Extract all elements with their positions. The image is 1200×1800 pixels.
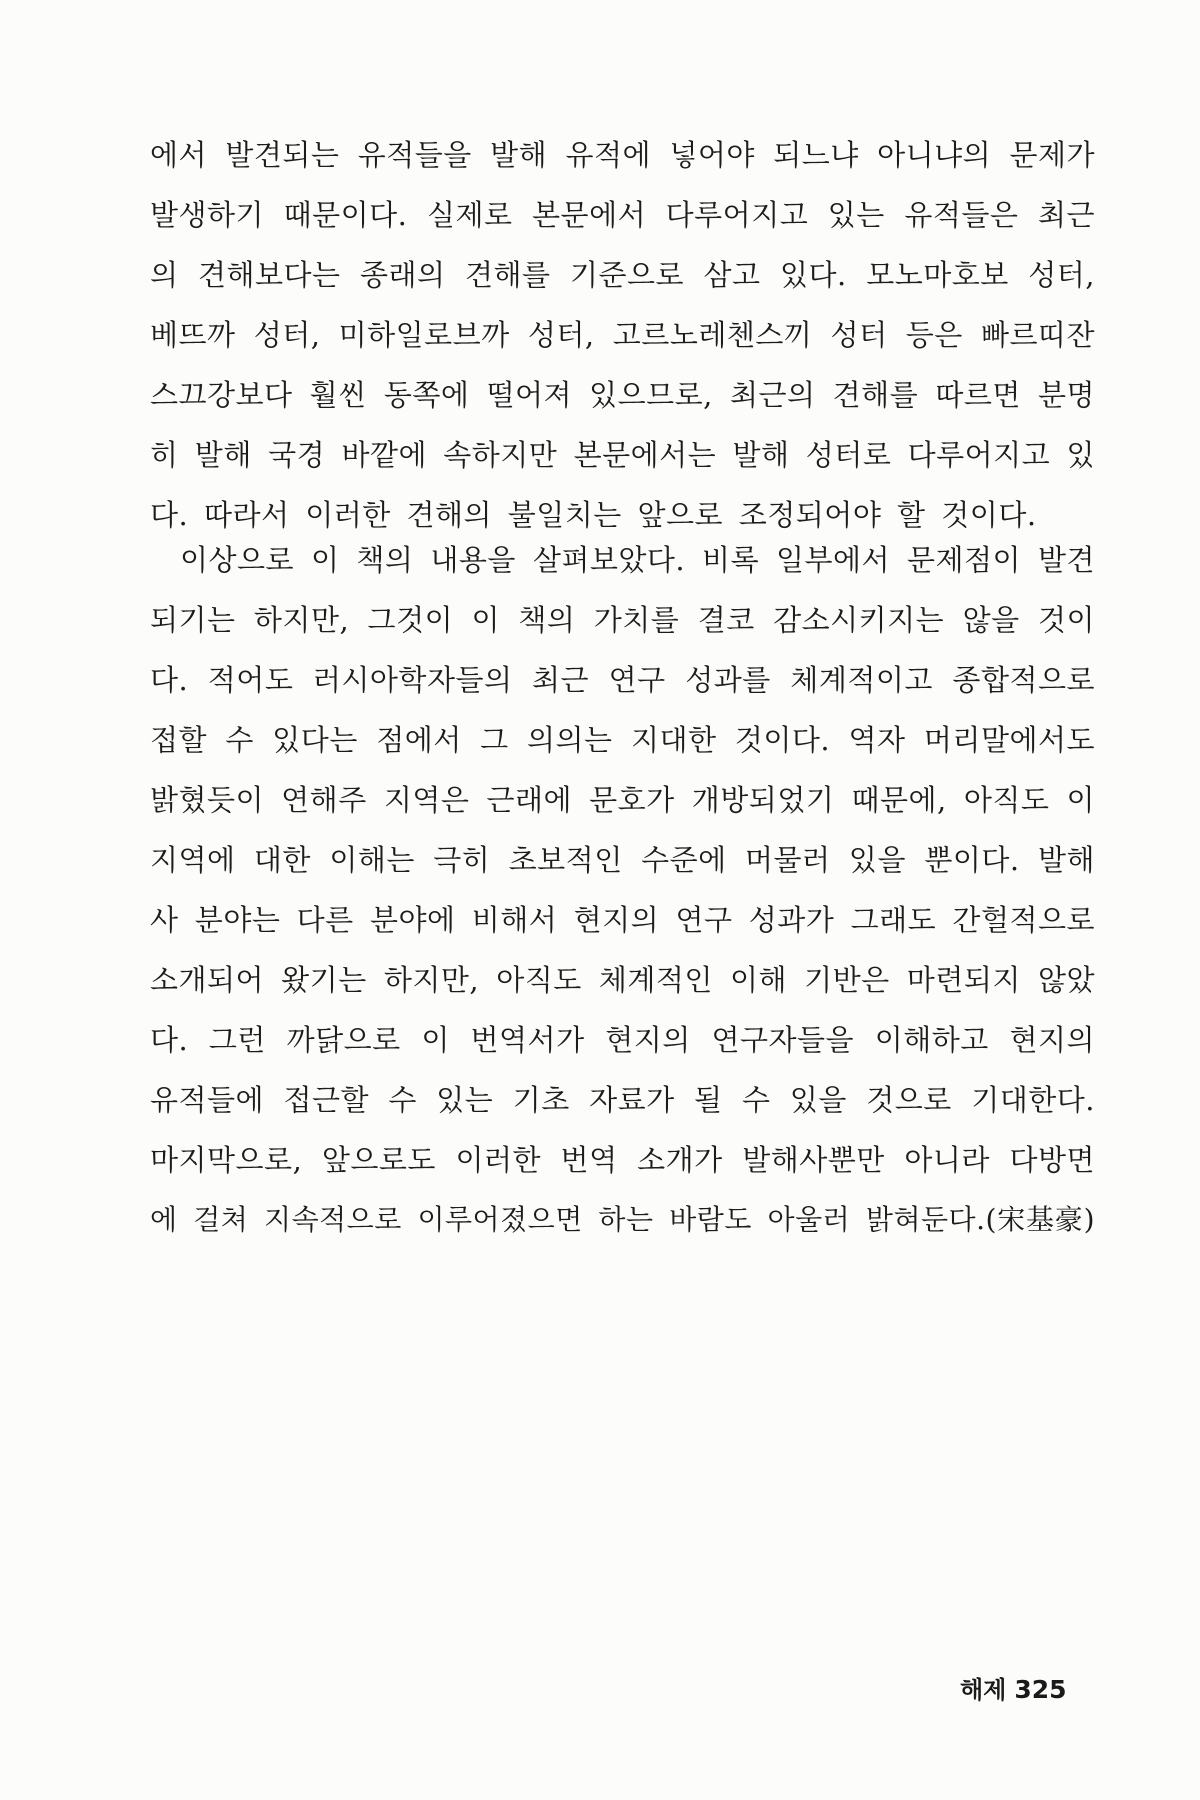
section-title: 해제 [960, 1676, 1007, 1704]
text-line: 다. 따라서 이러한 견해의 불일치는 앞으로 조정되어야 할 것이다. [150, 498, 1037, 532]
text-line: 에서 발견되는 유적들을 발해 유적에 넣어야 되느냐 아니냐의 문제가 [150, 138, 1095, 172]
text-line: 마지막으로, 앞으로도 이러한 번역 소개가 발해사뿐만 아니라 다방면 [150, 1143, 1095, 1177]
text-line: 되기는 하지만, 그것이 이 책의 가치를 결코 감소시키지는 않을 것이 [150, 603, 1095, 637]
text-line: 에 걸쳐 지속적으로 이루어졌으면 하는 바람도 아울러 밝혀둔다.(宋基豪) [150, 1203, 1095, 1236]
paragraph-2 [150, 530, 1095, 1250]
text-line: 히 발해 국경 바깥에 속하지만 본문에서는 발해 성터로 다루어지고 있 [150, 438, 1095, 472]
text-line: 스끄강보다 훨씬 동쪽에 떨어져 있으므로, 최근의 견해를 따르면 분명 [150, 378, 1095, 412]
text-line: 밝혔듯이 연해주 지역은 근래에 문호가 개방되었기 때문에, 아직도 이 [150, 783, 1095, 817]
text-line: 사 분야는 다른 분야에 비해서 현지의 연구 성과가 그래도 간헐적으로 [150, 903, 1095, 937]
text-line: 유적들에 접근할 수 있는 기초 자료가 될 수 있을 것으로 기대한다. [150, 1083, 1095, 1117]
text-line: 베뜨까 성터, 미하일로브까 성터, 고르노레첸스끼 성터 등은 빠르띠잔 [150, 318, 1095, 352]
text-line: 의 견해보다는 종래의 견해를 기준으로 삼고 있다. 모노마호보 성터, [150, 258, 1095, 292]
text-line: 다. 그런 까닭으로 이 번역서가 현지의 연구자들을 이해하고 현지의 [150, 1023, 1095, 1057]
page-footer [960, 1665, 1080, 1715]
paragraph-1 [150, 125, 1095, 545]
text-line: 접할 수 있다는 점에서 그 의의는 지대한 것이다. 역자 머리말에서도 [150, 723, 1095, 757]
text-line: 지역에 대한 이해는 극히 초보적인 수준에 머물러 있을 뿐이다. 발해 [150, 843, 1095, 877]
page-number: 325 [1014, 1675, 1067, 1704]
text-line: 소개되어 왔기는 하지만, 아직도 체계적인 이해 기반은 마련되지 않았 [150, 963, 1095, 997]
text-line: 다. 적어도 러시아학자들의 최근 연구 성과를 체계적이고 종합적으로 [150, 663, 1095, 697]
text-line: 발생하기 때문이다. 실제로 본문에서 다루어지고 있는 유적들은 최근 [150, 198, 1095, 232]
text-line: 이상으로 이 책의 내용을 살펴보았다. 비록 일부에서 문제점이 발견 [180, 543, 1095, 577]
